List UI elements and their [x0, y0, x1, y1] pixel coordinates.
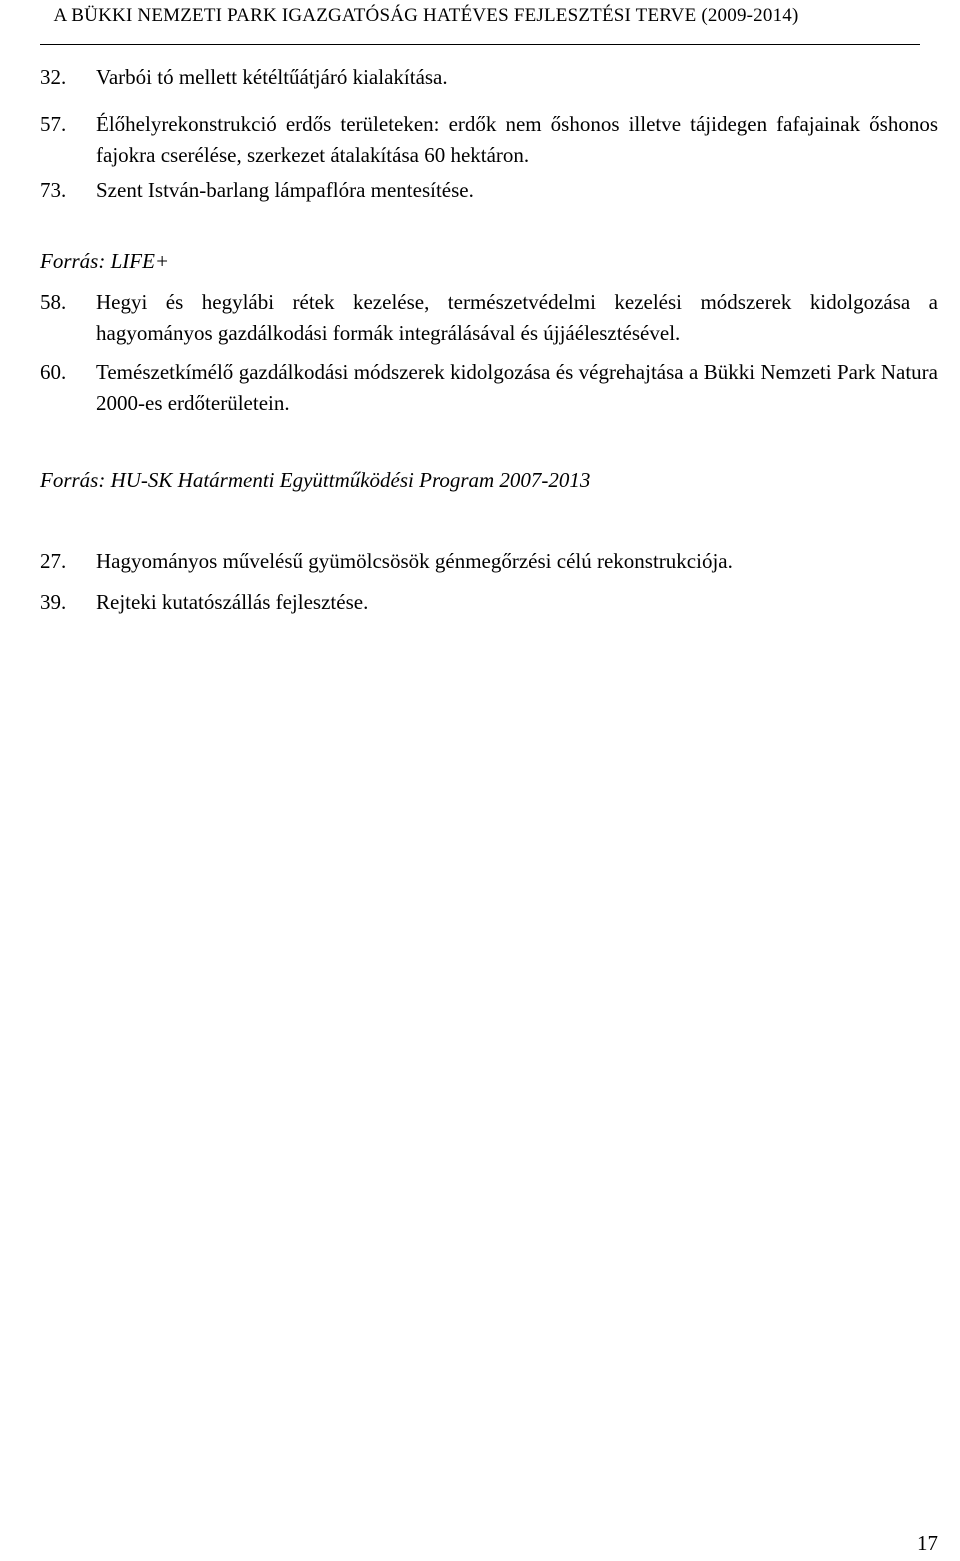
list-item-number: 32. [40, 65, 67, 89]
document-body [40, 62, 938, 618]
list-item-text: Hagyományos művelésű gyümölcsösök génmegőrzési célú rekonstrukciója. [96, 549, 733, 573]
list-item-text: Temészetkímélő gazdálkodási módszerek kidolgozása és végrehajtása a Bükki Nemzeti Park Natura 2000-es erdőterületein. [96, 360, 938, 415]
running-header [40, 2, 812, 30]
list-item-text: Varbói tó mellett kétéltűátjáró kialakítása. [96, 65, 448, 89]
list-item-number: 60. [40, 360, 67, 384]
source-heading: Forrás: HU-SK Határmenti Együttműködési Program 2007-2013 [40, 468, 591, 492]
list-item-number: 57. [40, 112, 67, 136]
page-number: 17 [917, 1531, 938, 1555]
project-list-group-3 [40, 465, 938, 618]
source-heading: Forrás: LIFE+ [40, 249, 170, 273]
project-list-group-2 [40, 246, 938, 419]
running-header-title: A BÜKKI NEMZETI PARK IGAZGATÓSÁG HATÉVES FEJLESZTÉSI TERVE (2009-2014) [53, 5, 799, 26]
list-item [40, 587, 938, 618]
list-item-number: 73. [40, 178, 67, 202]
list-item-number: 27. [40, 549, 67, 573]
list-item-number: 58. [40, 290, 67, 314]
list-item-text: Hegyi és hegylábi rétek kezelése, természetvédelmi kezelési módszerek kidolgozása a hagyományos gazdálkodási formák integrálásával és újjáélesztésével. [96, 290, 938, 345]
header-rule [40, 44, 920, 45]
project-list-group-1 [40, 62, 938, 206]
list-item [40, 287, 938, 349]
list-item [40, 357, 938, 419]
list-item-number: 39. [40, 590, 67, 614]
list-item-text: Rejteki kutatószállás fejlesztése. [96, 590, 369, 614]
list-item [40, 175, 938, 206]
list-item [40, 546, 938, 577]
list-item [40, 109, 938, 171]
list-item [40, 62, 938, 93]
list-item-text: Szent István-barlang lámpaflóra mentesítése. [96, 178, 474, 202]
list-item-text: Élőhelyrekonstrukció erdős területeken: erdők nem őshonos illetve tájidegen fafajainak őshonos fajokra cserélése, szerkezet átalakítása 60 hektáron. [96, 112, 938, 167]
